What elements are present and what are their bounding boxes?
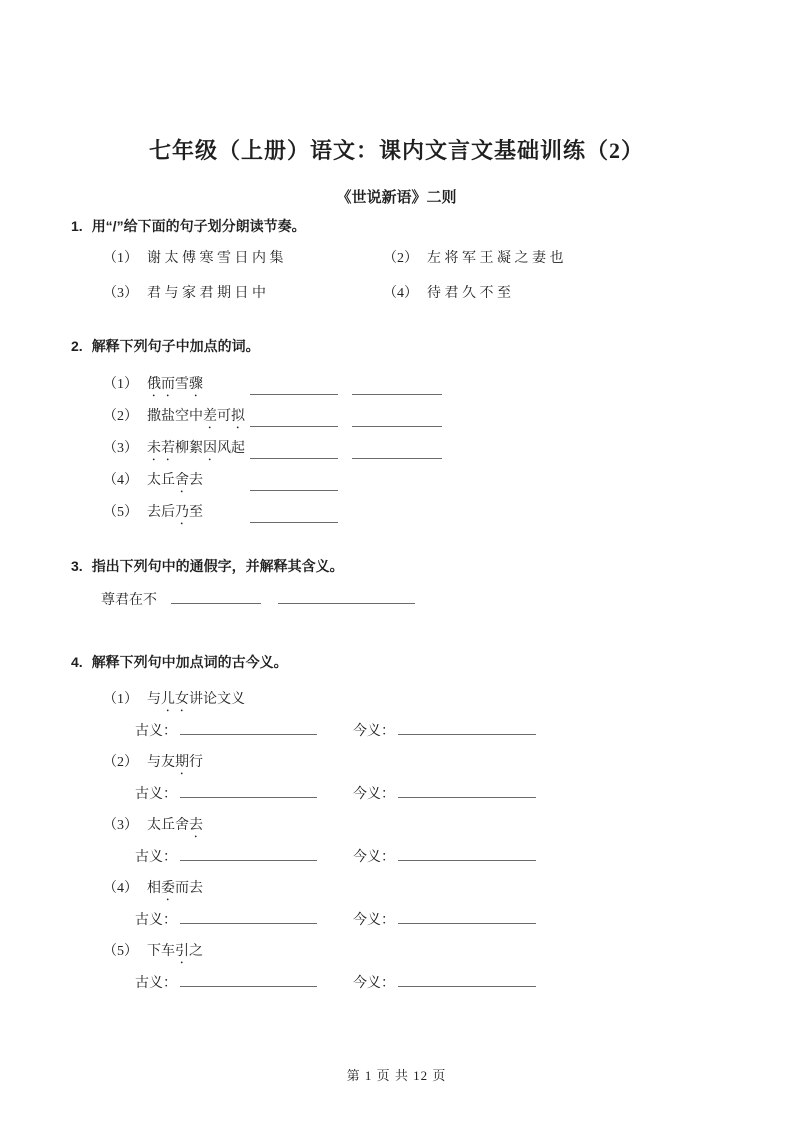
item-number: （3） — [103, 440, 138, 456]
modern-label: 今义： — [353, 849, 395, 865]
item-text: 君 与 家 君 期 日 中 — [147, 285, 266, 301]
dotted-word: 因 — [203, 440, 217, 456]
item-number: （5） — [103, 943, 138, 959]
q4-meaning-4 — [135, 904, 793, 939]
question-text: 解释下列句子中加点的词。 — [91, 338, 260, 354]
item-phrase — [147, 441, 245, 456]
item-phrase — [147, 473, 203, 488]
item-phrase — [147, 944, 203, 959]
dotted-word: 拟 — [231, 408, 245, 424]
ancient-label: 古义： — [135, 723, 177, 739]
ancient-label: 古义： — [135, 975, 177, 991]
page-number-footer: 第 1 页 共 12 页 — [346, 1068, 447, 1083]
modern-label: 今义： — [353, 975, 395, 991]
ancient-blank — [180, 920, 317, 924]
question-2 — [0, 338, 793, 531]
ancient-label: 古义： — [135, 912, 177, 928]
item-phrase — [147, 818, 203, 833]
item-text: 待 君 久 不 至 — [427, 285, 511, 301]
ancient-blank — [180, 983, 317, 987]
q4-items — [0, 687, 793, 1002]
item-phrase — [147, 692, 245, 707]
plain-word: 太丘舍 — [147, 817, 189, 833]
question-1 — [0, 218, 793, 302]
q4-meaning-5 — [135, 967, 793, 1002]
q1-item-3 — [103, 286, 383, 303]
plain-word: 与 — [147, 691, 161, 707]
answer-blank — [250, 394, 338, 395]
item-number: （2） — [103, 754, 138, 770]
dotted-word: 差 — [203, 408, 217, 424]
q1-item-1 — [103, 251, 383, 268]
modern-blank — [398, 794, 536, 798]
answer-blank — [250, 490, 338, 491]
modern-blank — [398, 920, 536, 924]
answer-blank — [278, 600, 415, 604]
question-number: 4. — [71, 654, 83, 670]
dotted-word: 舍 — [175, 472, 189, 488]
dotted-word: 去 — [189, 817, 203, 833]
item-number: （1） — [103, 691, 138, 707]
q4-item-5 — [103, 939, 793, 967]
question-number: 1. — [71, 218, 83, 234]
item-number: （4） — [103, 880, 138, 896]
question-4 — [0, 654, 793, 1002]
ancient-blank — [180, 794, 317, 798]
question-text: 解释下列句中加点词的古今义。 — [91, 654, 288, 670]
page-subtitle: 《世说新语》二则 — [336, 190, 457, 206]
question-number: 3. — [71, 558, 83, 574]
q4-item-1 — [103, 687, 793, 715]
q1-item-2 — [383, 251, 793, 268]
answer-blank — [352, 458, 442, 459]
q4-block-3 — [0, 813, 793, 876]
item-number: （1） — [103, 250, 138, 266]
question-3 — [0, 558, 793, 610]
plain-word: 风起 — [217, 440, 245, 456]
item-number: （2） — [103, 408, 138, 424]
plain-word: 与友 — [147, 754, 175, 770]
question-number: 2. — [71, 338, 83, 354]
ancient-blank — [180, 857, 317, 861]
q4-block-1 — [0, 687, 793, 750]
plain-word: 至 — [189, 504, 203, 520]
q3-item — [101, 593, 793, 610]
plain-word: 雪 — [175, 376, 189, 392]
item-text: 谢 太 傅 寒 雪 日 内 集 — [147, 250, 284, 266]
q2-item-4 — [103, 467, 793, 499]
q2-item-3 — [103, 435, 793, 467]
item-text: 左 将 军 王 凝 之 妻 也 — [427, 250, 564, 266]
q4-item-3 — [103, 813, 793, 841]
plain-word: 讲论文义 — [189, 691, 245, 707]
dotted-word: 未若 — [147, 440, 175, 456]
ancient-label: 古义： — [135, 849, 177, 865]
item-number: （5） — [103, 504, 138, 520]
q2-item-5 — [103, 499, 793, 531]
q4-block-4 — [0, 876, 793, 939]
q4-item-2 — [103, 750, 793, 778]
modern-blank — [398, 731, 536, 735]
item-number: （1） — [103, 376, 138, 392]
answer-blank — [250, 426, 338, 427]
plain-word: 而去 — [175, 880, 203, 896]
item-number: （4） — [383, 285, 418, 301]
answer-blank — [250, 458, 338, 459]
question-text: 指出下列句中的通假字，并解释其含义。 — [91, 558, 344, 574]
plain-word: 柳絮 — [175, 440, 203, 456]
q4-meaning-2 — [135, 778, 793, 813]
q4-item-4 — [103, 876, 793, 904]
plain-word: 可 — [217, 408, 231, 424]
q1-items — [103, 251, 793, 303]
q4-meaning-3 — [135, 841, 793, 876]
plain-word: 去 — [189, 472, 203, 488]
plain-word: 下车 — [147, 943, 175, 959]
question-2-header — [71, 338, 793, 355]
item-phrase: 尊君在不 — [101, 592, 157, 608]
modern-blank — [398, 857, 536, 861]
question-3-header — [71, 558, 793, 575]
question-4-header — [71, 654, 793, 671]
item-number: （3） — [103, 817, 138, 833]
q4-meaning-1 — [135, 715, 793, 750]
q4-block-2 — [0, 750, 793, 813]
modern-label: 今义： — [353, 723, 395, 739]
dotted-word: 骤 — [189, 376, 203, 392]
q2-items — [0, 371, 793, 531]
dotted-word: 乃 — [175, 504, 189, 520]
ancient-label: 古义： — [135, 786, 177, 802]
plain-word: 相 — [147, 880, 161, 896]
question-text: 用“/”给下面的句子划分朗读节奏。 — [91, 218, 306, 234]
modern-label: 今义： — [353, 912, 395, 928]
answer-blank — [352, 394, 442, 395]
plain-word: 行 — [189, 754, 203, 770]
modern-label: 今义： — [353, 786, 395, 802]
plain-word: 太丘 — [147, 472, 175, 488]
page-title: 七年级（上册）语文：课内文言文基础训练（2） — [148, 138, 644, 163]
dotted-word: 委 — [161, 880, 175, 896]
dotted-word: 引 — [175, 943, 189, 959]
answer-blank — [171, 600, 261, 604]
plain-word: 去后 — [147, 504, 175, 520]
answer-blank — [250, 522, 338, 523]
item-phrase — [147, 755, 203, 770]
item-phrase — [147, 505, 203, 520]
question-1-header — [71, 218, 793, 235]
item-phrase — [147, 377, 203, 392]
q2-item-1 — [103, 371, 793, 403]
dotted-word: 期 — [175, 754, 189, 770]
plain-word: 撒盐空中 — [147, 408, 203, 424]
item-number: （3） — [103, 285, 138, 301]
item-number: （4） — [103, 472, 138, 488]
item-phrase — [147, 409, 245, 424]
q2-item-2 — [103, 403, 793, 435]
item-phrase — [147, 881, 203, 896]
ancient-blank — [180, 731, 317, 735]
answer-blank — [352, 426, 442, 427]
q4-block-5 — [0, 939, 793, 1002]
q1-item-4 — [383, 286, 793, 303]
dotted-word: 儿女 — [161, 691, 189, 707]
plain-word: 之 — [189, 943, 203, 959]
modern-blank — [398, 983, 536, 987]
item-number: （2） — [383, 250, 418, 266]
dotted-word: 俄而 — [147, 376, 175, 392]
